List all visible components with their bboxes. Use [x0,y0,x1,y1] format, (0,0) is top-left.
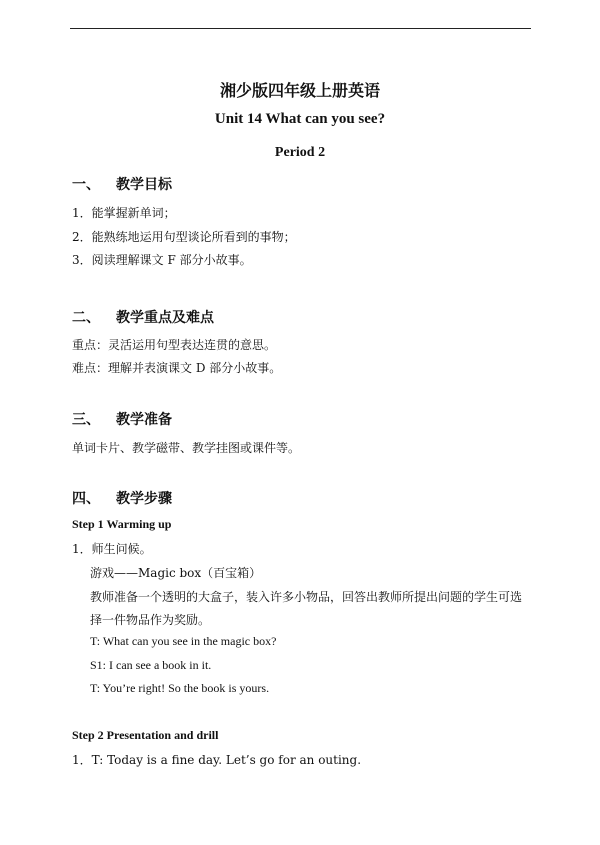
step-1-desc-line-2: 择一件物品作为奖励。 [90,613,211,627]
step-1-game: 游戏——Magic box（百宝箱） [90,566,262,580]
key-point: 重点：灵活运用句型表达连贯的意思。 [72,338,277,352]
period-title: Period 2 [274,145,326,160]
section-title: 教学步骤 [116,491,172,507]
dialogue-line-1: T: What can you see in the magic box? [90,634,277,648]
section-number: 一、 [72,177,100,193]
header-rule [70,28,531,29]
section-title: 教学目标 [116,177,172,193]
dialogue-line-2: S1: I can see a book in it. [90,658,212,672]
section-number: 二、 [72,310,100,326]
section-title: 教学重点及难点 [116,310,214,326]
section-heading-goals [72,174,172,194]
goal-item-3: 3．阅读理解课文 F 部分小故事。 [72,253,252,267]
step-1-item-1: 1．师生问候。 [72,542,152,556]
prep-materials: 单词卡片、教学磁带、教学挂图或课件等。 [72,441,301,455]
section-heading-prep [72,409,172,429]
unit-title: Unit 14 What can you see? [214,111,386,127]
dialogue-line-3: T: You’re right! So the book is yours. [90,681,270,695]
goal-item-1: 1．能掌握新单词； [72,206,176,220]
doc-title: 湘少版四年级上册英语 [219,81,380,100]
section-number: 三、 [72,412,100,428]
section-title: 教学准备 [116,412,172,428]
step-1-desc-line-1: 教师准备一个透明的大盒子，装入许多小物品，回答出教师所提出问题的学生可选 [90,590,523,604]
section-heading-steps [72,488,172,508]
step-2-item-1: 1．T: Today is a fine day. Let’s go for an outing. [72,753,362,767]
section-heading-key-points [72,307,214,327]
goal-item-2: 2．能熟练地运用句型谈论所看到的事物； [72,230,296,244]
difficult-point: 难点：理解并表演课文 D 部分小故事。 [72,361,282,375]
section-number: 四、 [72,491,100,507]
step-2-title: Step 2 Presentation and drill [72,728,219,742]
step-1-title: Step 1 Warming up [72,517,172,531]
